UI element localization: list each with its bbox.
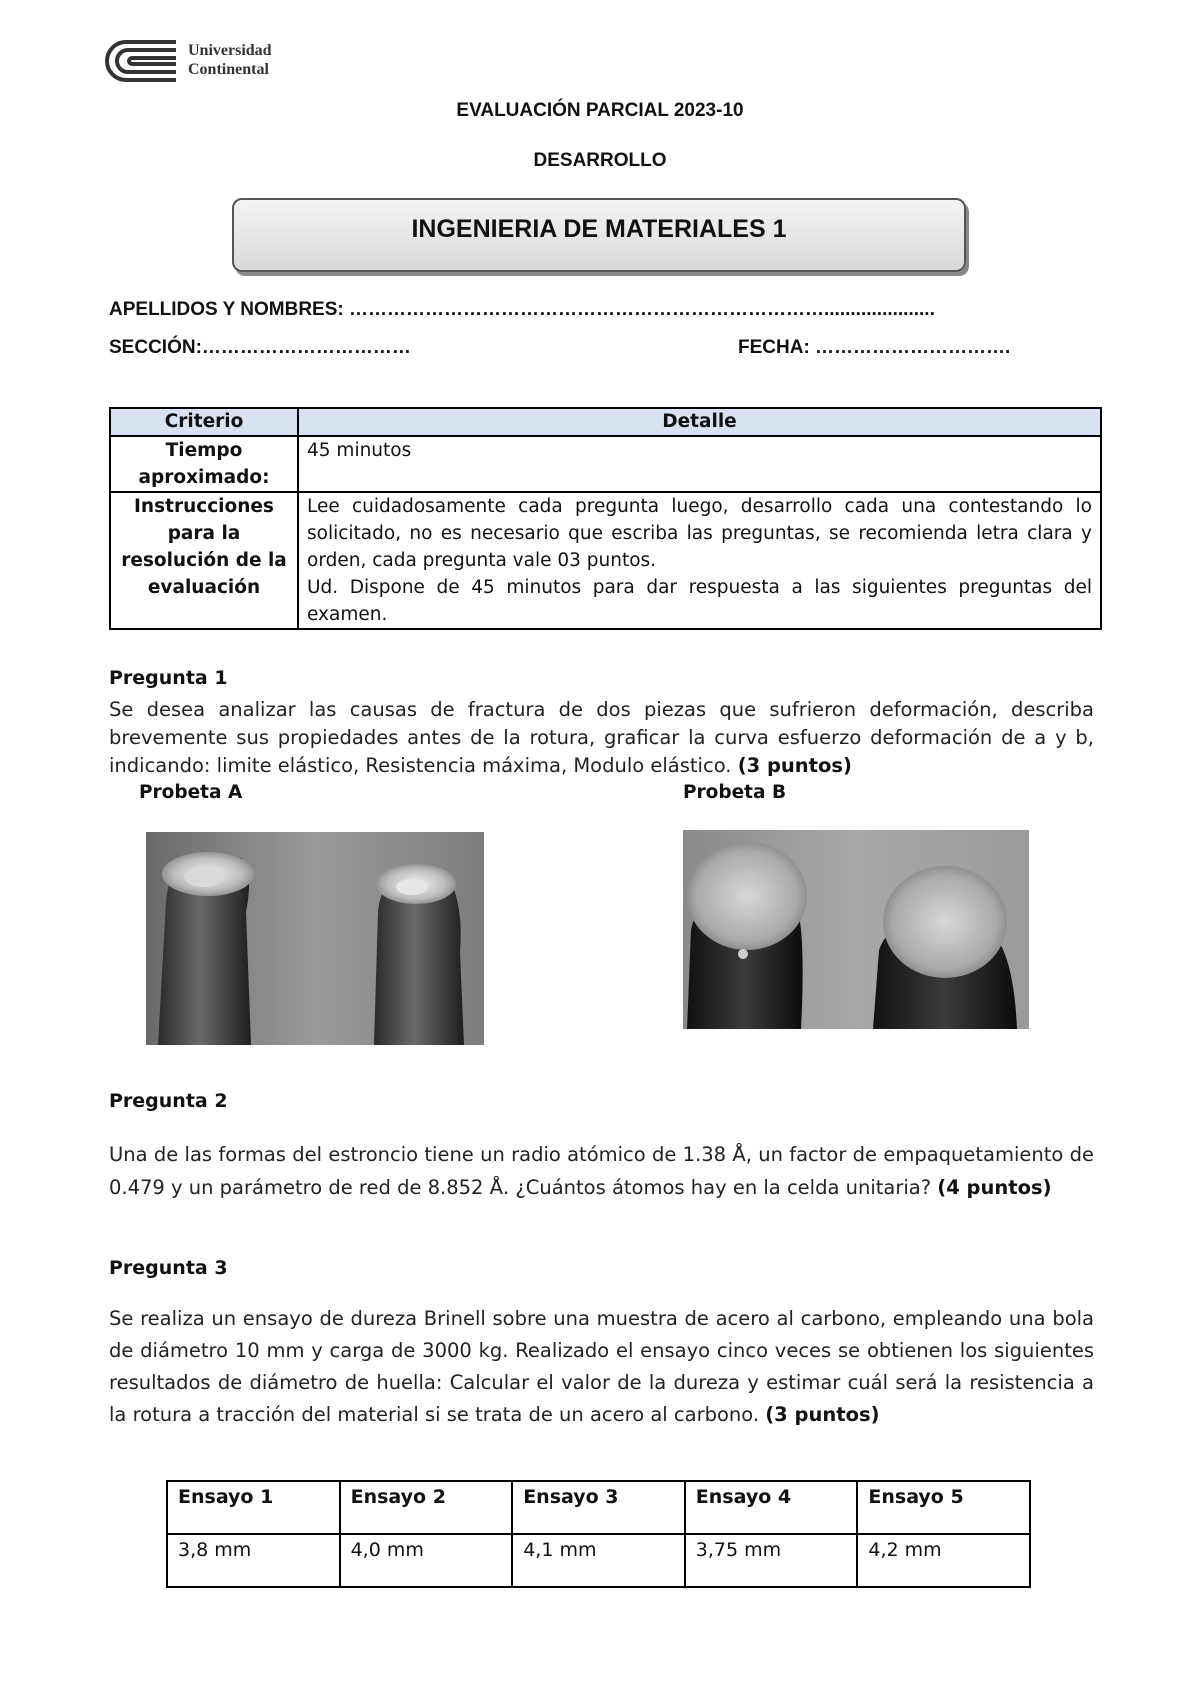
logo-mark-icon — [104, 38, 180, 84]
criteria-cell: Instrucciones para la resolución de la evaluación — [110, 492, 298, 629]
detail-cell: 45 minutos — [298, 436, 1101, 492]
question-2-text: Una de las formas del estroncio tiene un radio atómico de 1.38 Å, un factor de empaquetamiento de 0.479 y un parámetro de red de 8.852 Å. ¿Cuántos átomos hay en la celda unitaria? (4 puntos) — [109, 1143, 1094, 1199]
table-header-cell: Ensayo 2 — [340, 1481, 513, 1534]
criteria-cell: Tiempo aproximado: — [110, 436, 298, 492]
question-1-text: Se desea analizar las causas de fractura de dos piezas que sufrieron deformación, describa brevemente sus propiedades antes de la rotura, graficar la curva esfuerzo deformación de a y b, indicando: limite elástico, Resistencia máxima, Modulo elástico. (3 puntos) — [109, 698, 1094, 777]
question-3-points: (3 puntos) — [765, 1403, 880, 1426]
table-header-row — [167, 1481, 1030, 1534]
table-header-cell: Ensayo 4 — [685, 1481, 858, 1534]
table-cell: 4,1 mm — [512, 1534, 685, 1587]
course-title-box — [232, 198, 966, 272]
course-title: INGENIERIA DE MATERIALES 1 — [411, 215, 787, 243]
detail-cell — [298, 492, 1101, 629]
detail-header: Detalle — [298, 408, 1101, 436]
table-header-cell: Ensayo 5 — [857, 1481, 1030, 1534]
criteria-table — [109, 407, 1102, 630]
table-header-cell: Ensayo 1 — [167, 1481, 340, 1534]
table-row — [110, 492, 1101, 629]
question-1-points: (3 puntos) — [737, 754, 852, 777]
criteria-header: Criterio — [110, 408, 298, 436]
duration-text: Ud. Dispone de 45 minutos para dar respuesta a las siguientes preguntas del examen. — [307, 577, 1092, 625]
table-row — [110, 436, 1101, 492]
logo-text: Universidad Continental — [188, 42, 272, 78]
probeta-b-photo — [683, 830, 1029, 1029]
probeta-a-label: Probeta A — [139, 782, 243, 803]
section-field: SECCIÓN:…………………………… — [109, 337, 411, 358]
exam-title: EVALUACIÓN PARCIAL 2023-10 — [456, 100, 744, 121]
names-field: APELLIDOS Y NOMBRES: …………………………………………………………………..................... — [109, 299, 935, 320]
probeta-a-photo — [146, 832, 484, 1045]
question-2-title: Pregunta 2 — [109, 1090, 228, 1112]
exam-type: DESARROLLO — [533, 150, 667, 171]
table-header-cell: Ensayo 3 — [512, 1481, 685, 1534]
table-cell: 4,2 mm — [857, 1534, 1030, 1587]
date-field: FECHA: …………………………. — [738, 337, 1011, 358]
question-3-text: Se realiza un ensayo de dureza Brinell sobre una muestra de acero al carbono, empleando una bola de diámetro 10 mm y carga de 3000 kg. Realizado el ensayo cinco veces se obtienen los siguientes resultados de diámetro de huella: Calcular el valor de la dureza y estimar cuál será la resistencia a la rotura a tracción del material si se trata de un acero al carbono. (3 puntos) — [109, 1307, 1094, 1426]
question-2-points: (4 puntos) — [937, 1176, 1052, 1199]
question-1-title: Pregunta 1 — [109, 667, 228, 689]
university-logo — [104, 38, 294, 84]
instructions-text: Lee cuidadosamente cada pregunta luego, desarrollo cada una contestando lo solicitado, no es necesario que escriba las preguntas, se recomienda letra clara y orden, cada pregunta vale 03 puntos. — [307, 496, 1092, 571]
table-row — [167, 1534, 1030, 1587]
table-cell: 4,0 mm — [340, 1534, 513, 1587]
question-3-title: Pregunta 3 — [109, 1257, 228, 1279]
table-cell: 3,75 mm — [685, 1534, 858, 1587]
table-cell: 3,8 mm — [167, 1534, 340, 1587]
probeta-b-label: Probeta B — [683, 782, 787, 803]
brinell-results-table — [166, 1480, 1031, 1588]
